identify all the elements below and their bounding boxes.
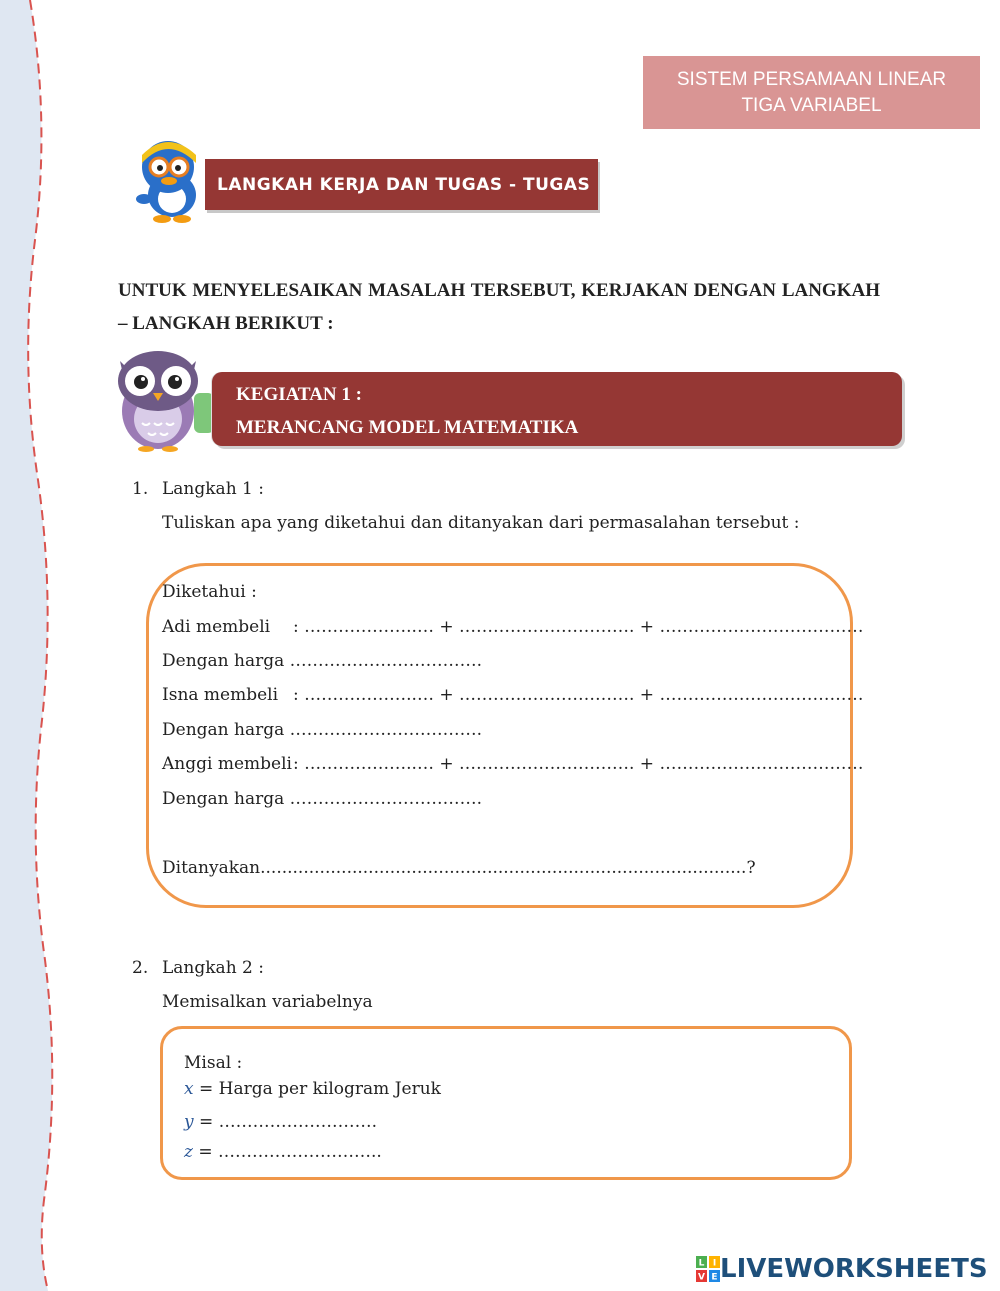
badge-letter-e: E	[711, 1272, 718, 1282]
misal-y-row	[184, 1112, 377, 1132]
activity-title: KEGIATAN 1 :	[236, 384, 362, 405]
isna-label: Isna membeli	[162, 685, 279, 705]
anggi-price[interactable]: Dengan harga …………………………….	[162, 789, 483, 809]
intro-text: UNTUK MENYELESAIKAN MASALAH TERSEBUT, KERJAKAN DENGAN LANGKAH – LANGKAH BERIKUT :	[118, 280, 880, 334]
adi-label: Adi membeli	[162, 617, 271, 637]
isna-price[interactable]: Dengan harga …………………………….	[162, 720, 483, 740]
liveworksheets-badge-icon	[696, 1256, 720, 1282]
penguin-mascot-icon	[126, 133, 211, 225]
misal-label: Misal :	[184, 1053, 243, 1073]
isna-blanks[interactable]: : ………………..… + …………………………. + ………………………………	[293, 685, 864, 705]
owl-mascot-icon	[106, 343, 218, 455]
y-definition[interactable]: = ……………………….	[199, 1112, 378, 1132]
y-variable: y	[184, 1112, 194, 1132]
step2-number: 2.	[132, 958, 149, 978]
liveworksheets-logo	[696, 1254, 988, 1284]
step2-instruction: Memisalkan variabelnya	[162, 992, 373, 1012]
known-label: Diketahui :	[162, 582, 257, 602]
step1-instruction: Tuliskan apa yang diketahui dan ditanyakan dari permasalahan tersebut :	[162, 513, 800, 533]
step1-title: Langkah 1 :	[162, 479, 264, 499]
badge-letter-i: I	[712, 1258, 717, 1269]
z-variable: z	[184, 1142, 193, 1162]
misal-x-row	[184, 1079, 441, 1099]
step2-title: Langkah 2 :	[162, 958, 264, 978]
asked-field[interactable]: Ditanyakan..........................................................................................?	[162, 858, 756, 878]
adi-blanks[interactable]: : ………………..… + …………………………. + ………………………………	[293, 617, 864, 637]
misal-z-row	[184, 1142, 382, 1162]
section-banner: LANGKAH KERJA DAN TUGAS - TUGAS	[205, 159, 598, 210]
topic-label: SISTEM PERSAMAAN LINEAR TIGA VARIABEL	[643, 56, 980, 129]
badge-letter-v: V	[698, 1272, 705, 1282]
step1-number: 1.	[132, 479, 149, 499]
x-definition: = Harga per kilogram Jeruk	[199, 1079, 441, 1099]
anggi-blanks[interactable]: : ………………..… + …………………………. + ………………………………	[293, 754, 864, 774]
anggi-label: Anggi membeli	[162, 754, 292, 774]
activity-subtitle: MERANCANG MODEL MATEMATIKA	[236, 417, 579, 438]
badge-letter-l: L	[698, 1258, 705, 1269]
adi-price[interactable]: Dengan harga …………………………….	[162, 651, 483, 671]
decorative-border	[0, 0, 70, 1291]
activity-banner	[212, 372, 902, 446]
x-variable: x	[184, 1079, 194, 1099]
logo-text: LIVEWORKSHEETS	[720, 1254, 988, 1284]
z-definition[interactable]: = ………………………..	[198, 1142, 382, 1162]
